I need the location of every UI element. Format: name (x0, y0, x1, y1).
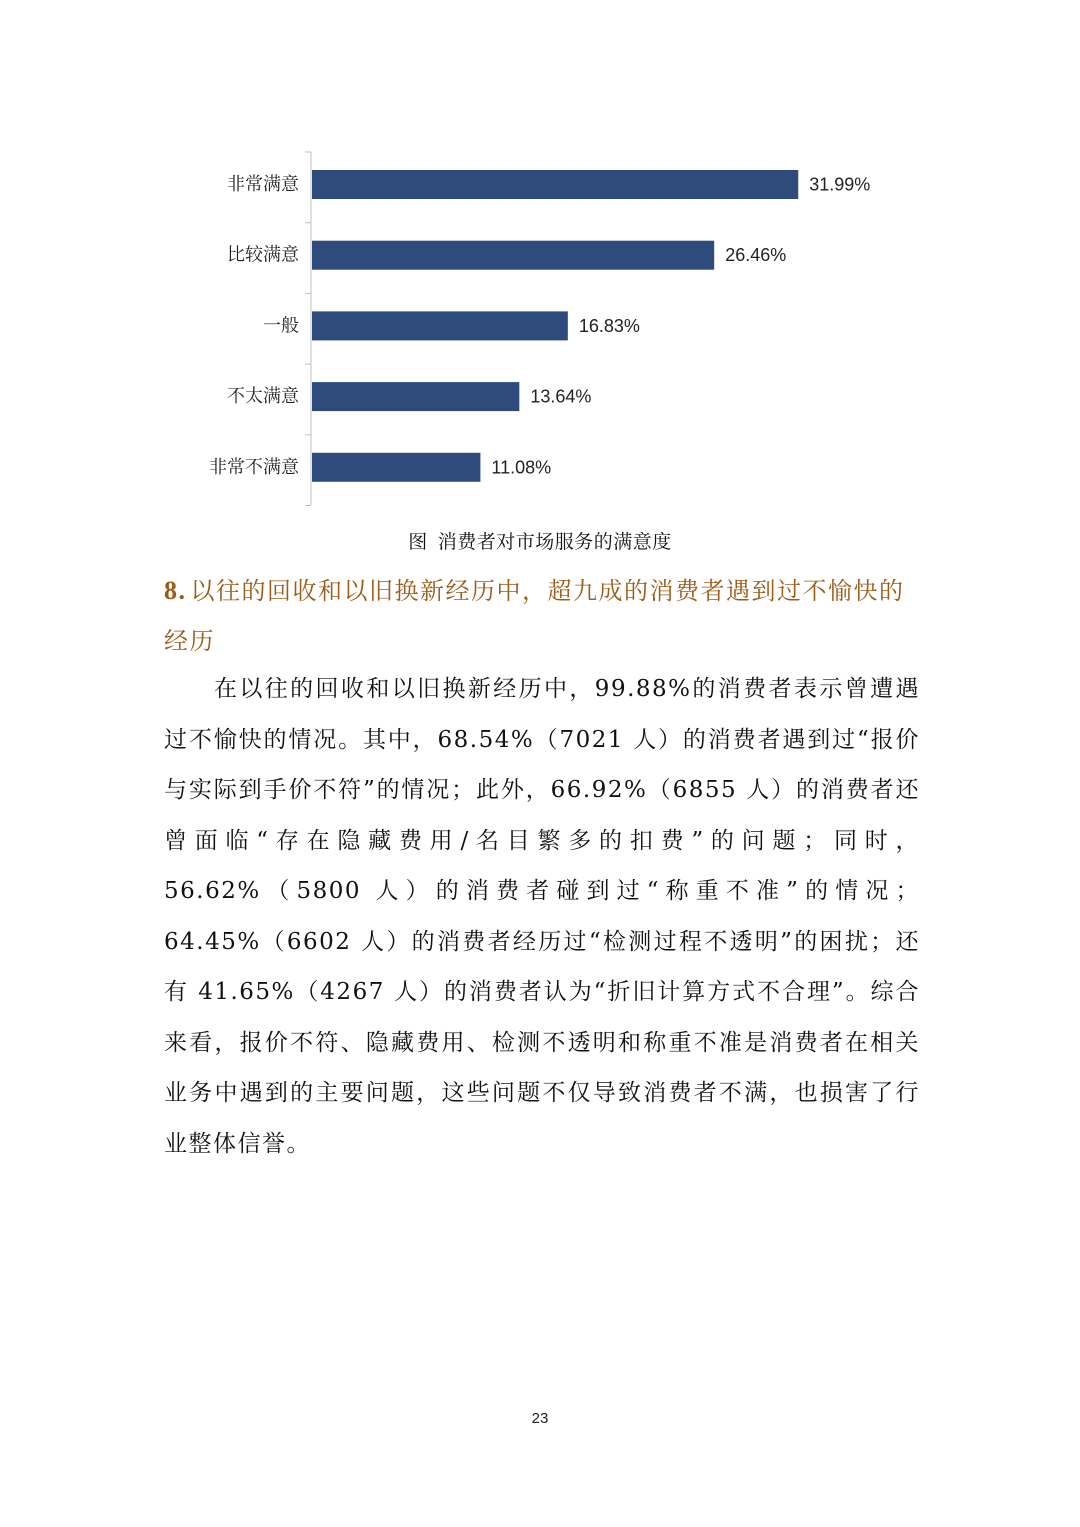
chart-category-label: 比较满意 (227, 244, 299, 266)
chart-category-label: 一般 (263, 315, 299, 337)
chart-bar (312, 311, 568, 340)
chart-bar (312, 453, 480, 482)
chart-bar (312, 241, 714, 270)
chart-bar (312, 382, 519, 411)
chart-value-label: 16.83% (578, 315, 640, 336)
section-title: 以往的回收和以旧换新经历中，超九成的消费者遇到过不愉快的经历 (164, 577, 905, 655)
chart-bar (312, 170, 798, 199)
figure-caption (0, 527, 1080, 554)
chart-value-label: 26.46% (725, 245, 787, 266)
figure-caption-prefix: 图 (408, 531, 428, 553)
chart-category-label: 不太满意 (227, 386, 299, 408)
chart-category-label: 非常不满意 (209, 456, 299, 478)
figure-caption-text: 消费者对市场服务的满意度 (437, 531, 672, 553)
chart-value-label: 11.08% (491, 457, 552, 478)
chart-value-label: 13.64% (530, 386, 592, 407)
page-number: 23 (531, 1410, 549, 1427)
section-heading (164, 566, 920, 666)
chart-value-label: 31.99% (809, 174, 871, 195)
section-number: 8. (164, 576, 187, 605)
satisfaction-bar-chart (0, 0, 1080, 520)
chart-category-label: 非常满意 (227, 174, 299, 195)
section-paragraph: 在以往的回收和以旧换新经历中，99.88%的消费者表示曾遭遇过不愉快的情况。其中，68.54%（7021 人）的消费者遇到过“报价与实际到手价不符”的情况；此外，66.92%（6855 人）的消费者还曾面临“存在隐藏费用/名目繁多的扣费”的问题；同时，56.62%（5800 人）的消费者碰到过“称重不准”的情况；64.45%（6602 人）的消费者经历过“检测过程不透明”的困扰；还有 41.65%（4267 人）的消费者认为“折旧计算方式不合理”。综合来看，报价不符、隐藏费用、检测不透明和称重不准是消费者在相关业务中遇到的主要问题，这些问题不仅导致消费者不满，也损害了行业整体信誉。 (164, 676, 920, 1157)
